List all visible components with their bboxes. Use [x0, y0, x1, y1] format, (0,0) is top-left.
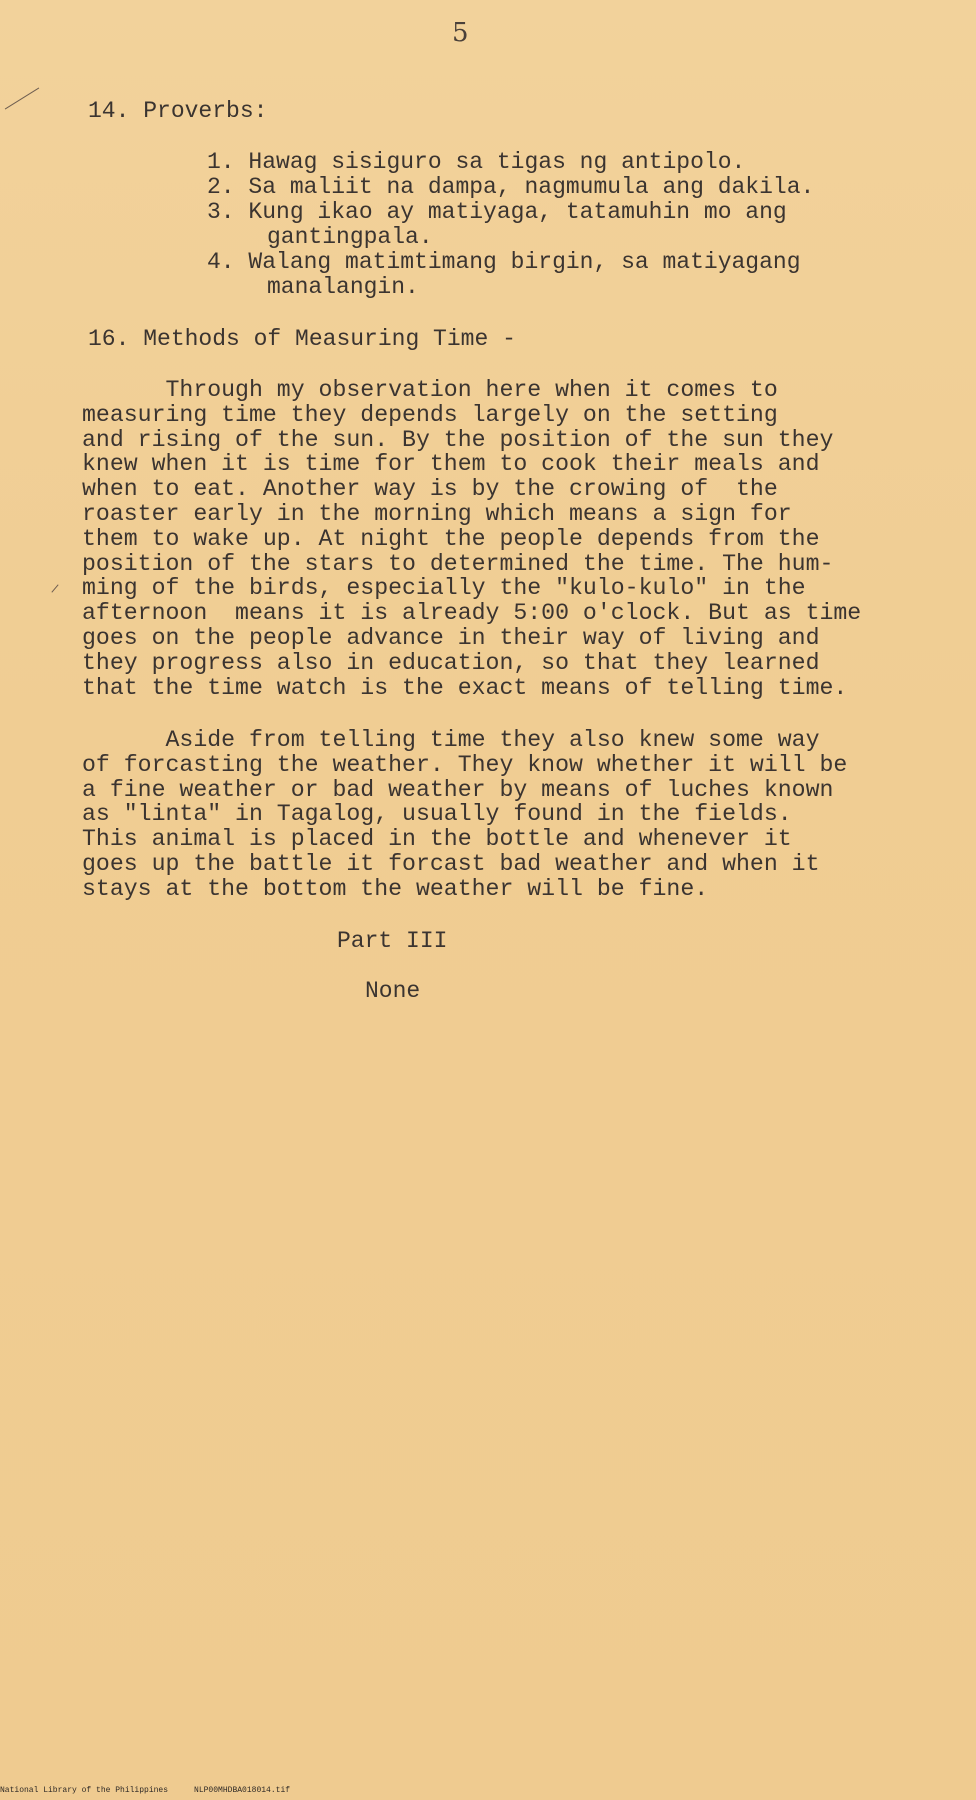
- margin-mark: [5, 87, 39, 109]
- methods-paragraph-1: Through my observation here when it comes to measuring time they depends largely on the setting and rising of the sun. By the position of the sun they knew when it is time for them to cook their meals and when to eat. Another way is by the crowing of the roaster early in the morning which means a sign for them to wake up. At night the people depends from the position of the stars to determined the time. The hum- ming of the birds, especially the "kulo-kulo" in the afternoon means it is already 5:00 o'clock. But as time goes on the people advance in their way of living and they progress also in education, so that they learned that the time watch is the exact means of telling time.: [82, 377, 862, 701]
- proverbs-list: [207, 150, 814, 300]
- page-number: 5: [452, 18, 469, 48]
- proverbs-heading: 14. Proverbs:: [88, 98, 268, 124]
- proverb-item: 3. Kung ikao ay matiyaga, tatamuhin mo ang: [207, 199, 787, 225]
- proverb-item: 2. Sa maliit na dampa, nagmumula ang dakila.: [207, 174, 815, 200]
- footer-filename: NLP00MHDBA018014.tif: [194, 1786, 291, 1795]
- part-content: None: [365, 978, 421, 1004]
- part-title: Part III: [337, 928, 448, 954]
- footer-library: National Library of the Philippines: [0, 1786, 169, 1795]
- proverb-continuation: gantingpala.: [267, 224, 433, 250]
- proverb-item: 1. Hawag sisiguro sa tigas ng antipolo.: [207, 149, 746, 175]
- scan-footer: [0, 1786, 290, 1795]
- methods-heading: 16. Methods of Measuring Time -: [88, 326, 516, 352]
- methods-paragraph-2: Aside from telling time they also knew some way of forcasting the weather. They know whether it will be a fine weather or bad weather by means of luches known as "linta" in Tagalog, usually found in the fields. This animal is placed in the bottle and whenever it goes up the battle it forcast bad weather and when it stays at the bottom the weather will be fine.: [82, 727, 848, 902]
- proverb-continuation: manalangin.: [267, 274, 419, 300]
- proverb-item: 4. Walang matimtimang birgin, sa matiyagang: [207, 249, 801, 275]
- margin-mark: [51, 584, 58, 592]
